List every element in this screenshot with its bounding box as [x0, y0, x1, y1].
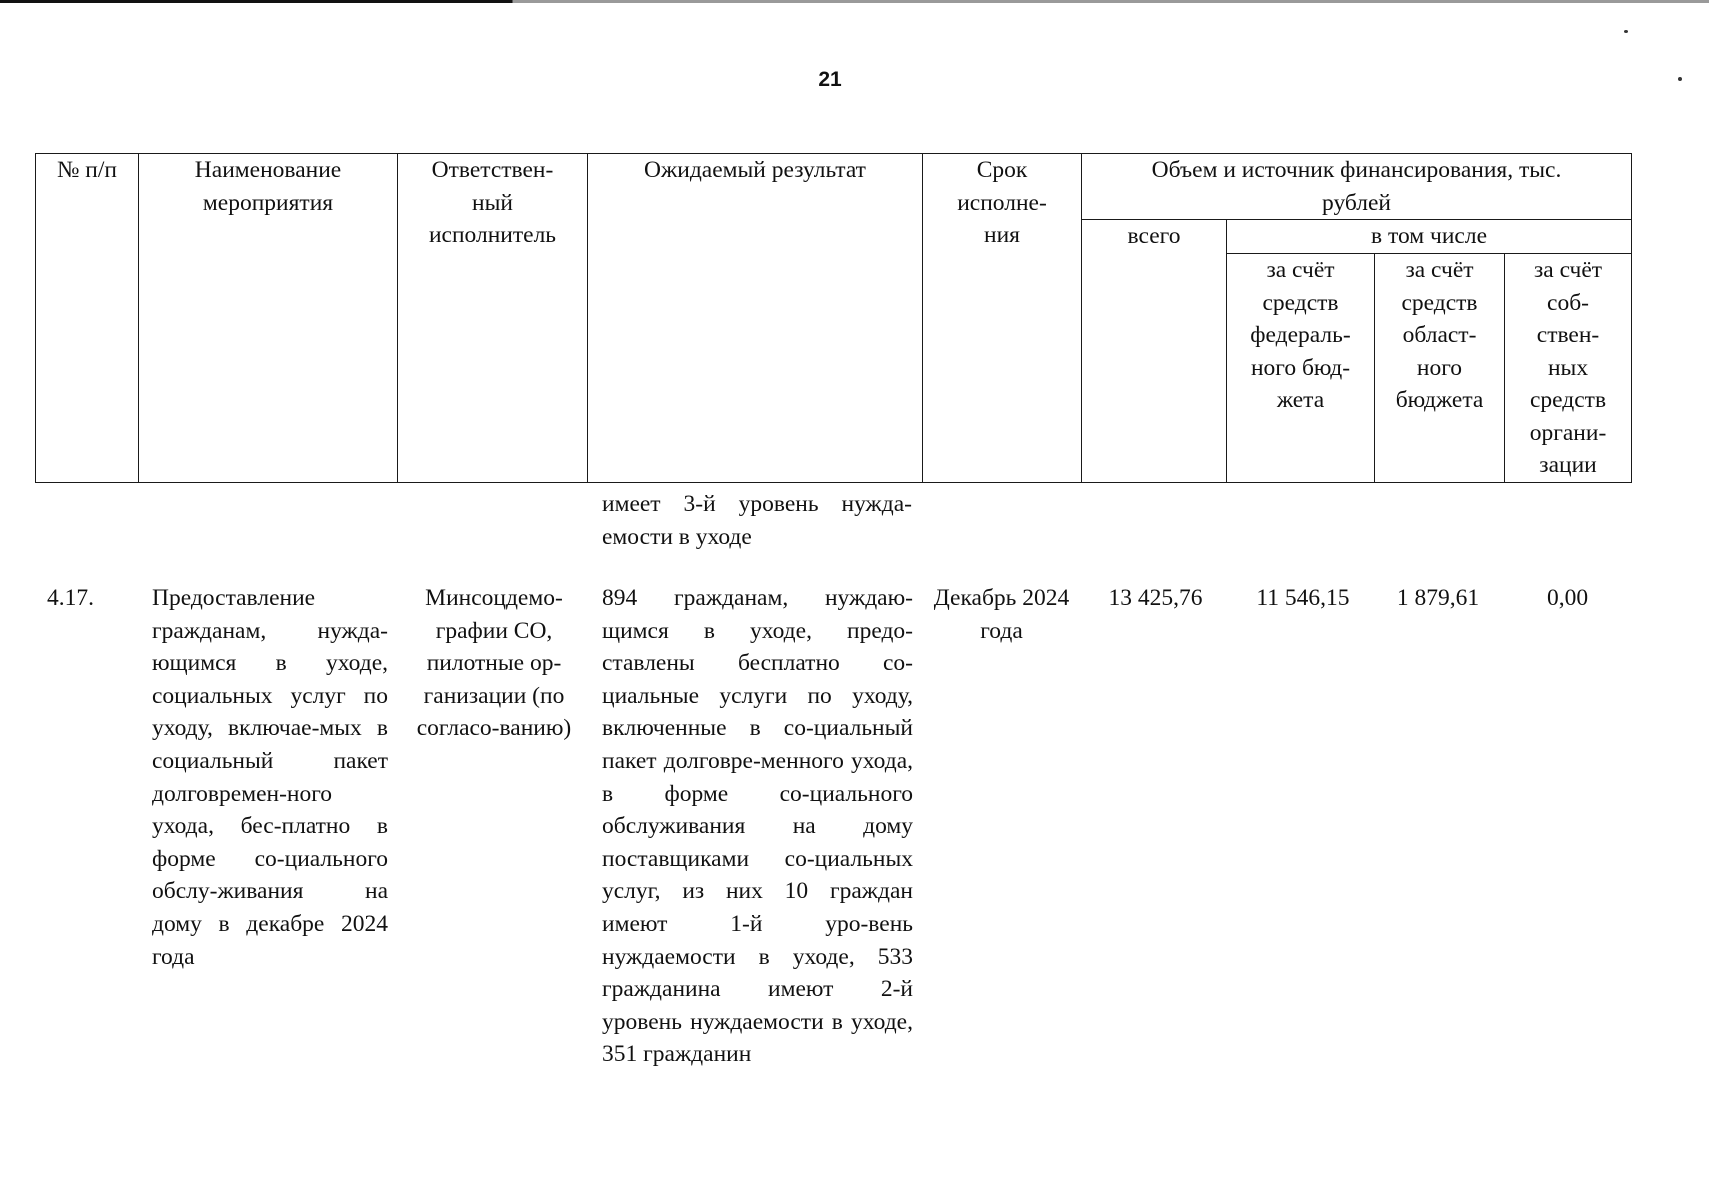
- continuation-text: имеет 3-й уровень нужда-емости в уходе: [602, 491, 912, 550]
- header-deadline: Срок исполне-ния: [923, 154, 1082, 483]
- scan-speck: [1678, 77, 1682, 81]
- header-num: № п/п: [36, 154, 139, 483]
- row-total: 13 425,76: [1108, 585, 1203, 611]
- plan-table-header: [35, 153, 1632, 483]
- header-responsible: Ответствен-ный исполнитель: [398, 154, 588, 483]
- header-name: Наименование мероприятия: [139, 154, 398, 483]
- row-federal: 11 546,15: [1256, 585, 1350, 611]
- header-result: Ожидаемый результат: [588, 154, 923, 483]
- scan-speck: [1624, 30, 1628, 33]
- header-financing: Объем и источник финансирования, тыс. рублей: [1082, 154, 1632, 220]
- header-including: в том числе: [1227, 220, 1632, 254]
- top-rule: [0, 0, 1709, 3]
- row-deadline: Декабрь 2024 года: [933, 585, 1070, 644]
- row-num: 4.17.: [47, 585, 94, 611]
- header-total: всего: [1082, 220, 1227, 483]
- row-responsible: Минсоцдемо-графии СО, пилотные ор-ганизации (по согласо-ванию): [416, 585, 572, 742]
- header-federal: за счёт средств федераль-ного бюд-жета: [1227, 254, 1375, 483]
- header-regional: за счёт средств област-ного бюджета: [1375, 254, 1505, 483]
- row-regional: 1 879,61: [1396, 585, 1480, 611]
- page-number: 21: [818, 68, 842, 91]
- row-result: 894 гражданам, нуждаю-щимся в уходе, предо-ставлены бесплатно со-циальные услуги по уходу, включенные в со-циальный пакет долговре-менного ухода, в форме со-циального обслуживания на дому поставщиками со-циальных услуг, из них 10 граждан имеют 1-й уро-вень нуждаемости в уходе, 533 гражданина имеют 2-й уровень нуждаемости в уходе, 351 гражданин: [602, 585, 913, 1068]
- row-name: Предоставление гражданам, нужда-ющимся в уходе, социальных услуг по уходу, включае-мых в социальный пакет долговремен-ного ухода, бес-платно в форме со-циального обслу-живания на дому в декабре 2024 года: [152, 585, 388, 970]
- header-own: за счёт соб-ствен-ных средств органи-зации: [1505, 254, 1632, 483]
- row-own: 0,00: [1546, 585, 1589, 611]
